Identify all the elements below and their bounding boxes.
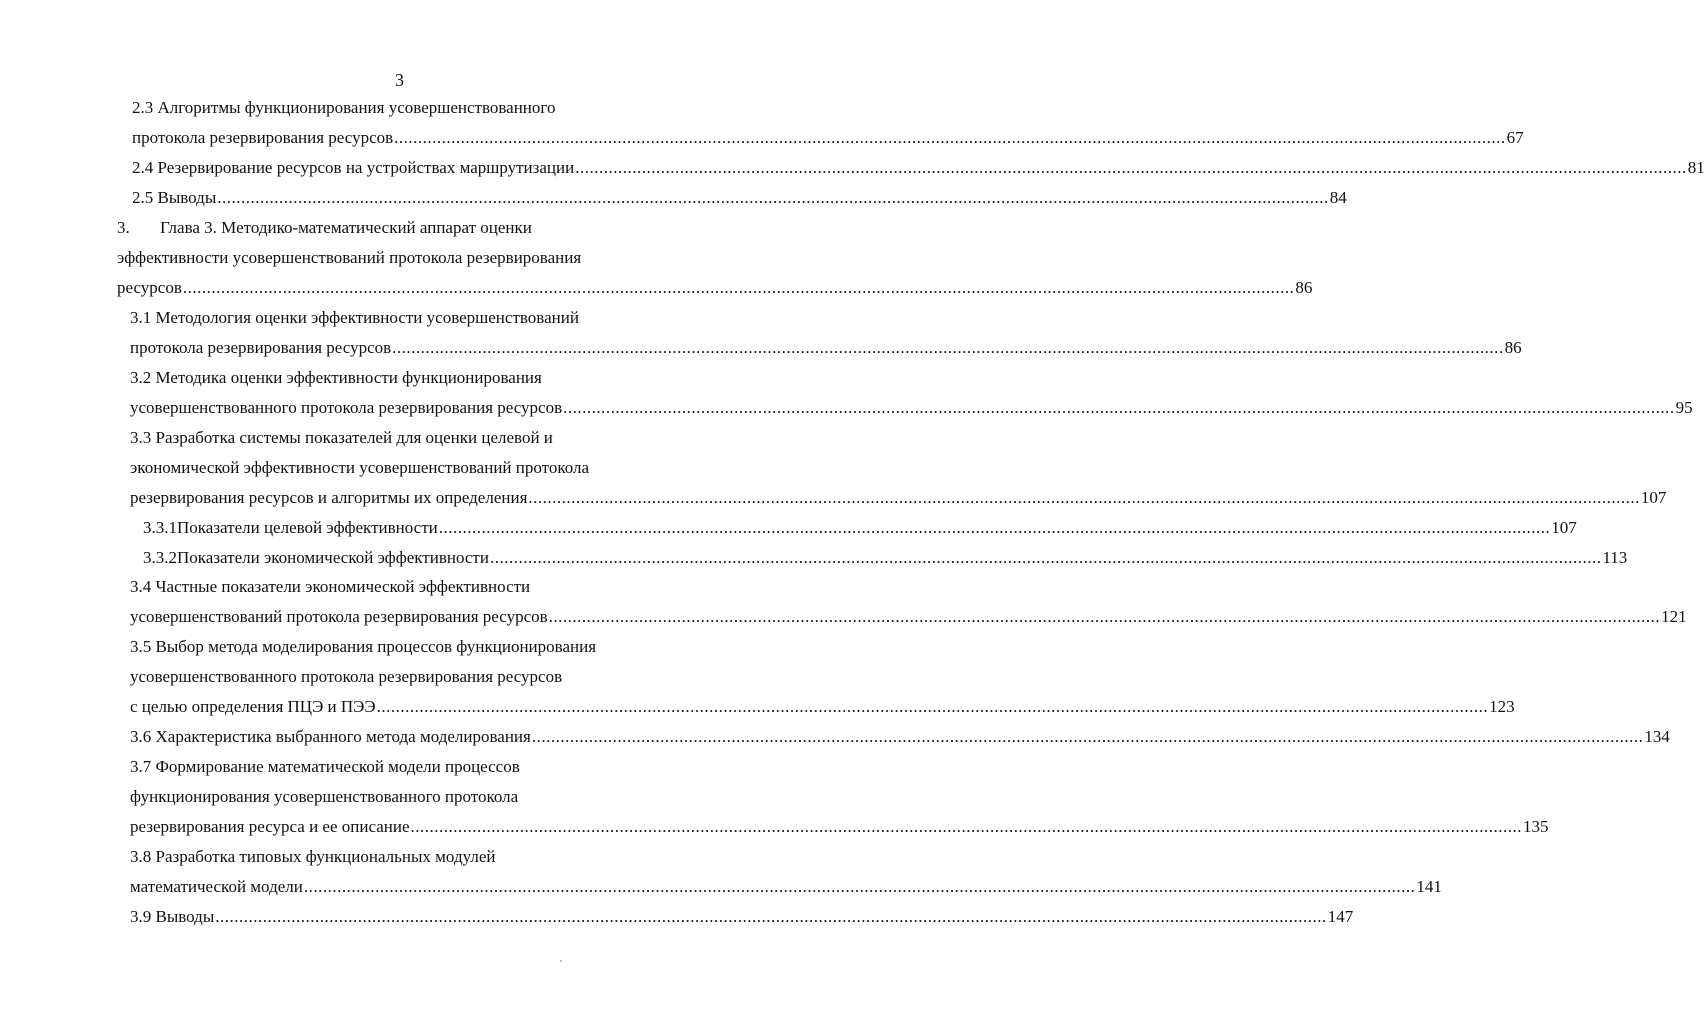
toc-subsection-number: 3.3.2: [143, 548, 177, 567]
toc-page-number: 134: [1644, 727, 1670, 746]
dot-leader: ..........................................................................................................................................................................................................................................: [394, 128, 1506, 147]
toc-entry-3-3-2: [143, 546, 1628, 570]
toc-entry-text: 2.5 Выводы: [132, 188, 217, 207]
toc-entry-3-7-line-1: 3.7 Формирование математической модели процессов: [130, 757, 520, 776]
toc-entry-3-6: [130, 725, 1670, 749]
toc-entry-3-5-line-1: 3.5 Выбор метода моделирования процессов функционирования: [130, 637, 597, 656]
toc-page-number: 67: [1506, 128, 1524, 147]
toc-entry-text: 3.9 Выводы: [130, 907, 215, 926]
toc-entry-3-9: [130, 905, 1354, 929]
toc-entry-text: усовершенствований протокола резервирования ресурсов: [130, 607, 548, 626]
toc-chapter-3: [117, 276, 1313, 300]
toc-page-number: 113: [1602, 548, 1628, 567]
toc-entry-3-8-line-1: 3.8 Разработка типовых функциональных модулей: [130, 847, 496, 866]
dot-leader: ..........................................................................................................................................................................................................................................: [410, 817, 1523, 836]
dot-leader: ..........................................................................................................................................................................................................................................: [217, 188, 1329, 207]
toc-entry-3-1-line-1: 3.1 Методология оценки эффективности усовершенствований: [130, 308, 579, 327]
toc-entry-2-3-line-1: 2.3 Алгоритмы функционирования усовершенствованного: [132, 98, 556, 117]
page-number: 3: [395, 70, 404, 90]
dot-leader: ..........................................................................................................................................................................................................................................: [376, 697, 1489, 716]
toc-entry-text: 2.4 Резервирование ресурсов на устройствах маршрутизации: [132, 158, 575, 177]
toc-page-number: 135: [1523, 817, 1549, 836]
toc-entry-text: 3.6 Характеристика выбранного метода моделирования: [130, 727, 531, 746]
dot-leader: ..........................................................................................................................................................................................................................................: [489, 548, 1602, 567]
toc-page-number: 123: [1489, 697, 1515, 716]
toc-page-number: 121: [1661, 607, 1687, 626]
toc-entry-text: усовершенствованного протокола резервирования ресурсов: [130, 398, 563, 417]
dot-leader: ..........................................................................................................................................................................................................................................: [548, 607, 1661, 626]
toc-page-number: 86: [1504, 338, 1522, 357]
toc-page-number: 84: [1329, 188, 1347, 207]
toc-entry-2-5: [132, 186, 1347, 210]
toc-page-number: 107: [1640, 488, 1667, 507]
dot-leader: ..........................................................................................................................................................................................................................................: [215, 907, 1327, 926]
toc-entry-text: ресурсов: [117, 278, 182, 297]
toc-entry-text: резервирования ресурса и ее описание: [130, 817, 410, 836]
dot-leader: ..........................................................................................................................................................................................................................................: [531, 727, 1644, 746]
dot-leader: ..........................................................................................................................................................................................................................................: [563, 398, 1675, 417]
toc-entry-text: математической модели: [130, 877, 303, 896]
toc-entry-text: протокола резервирования ресурсов: [130, 338, 392, 357]
toc-entry-3-1: [130, 336, 1522, 360]
toc-entry-2-4: [132, 156, 1705, 180]
dot-leader: ..........................................................................................................................................................................................................................................: [575, 158, 1687, 177]
toc-page-number: 147: [1327, 907, 1354, 926]
toc-chapter-3-line-1: [117, 216, 532, 240]
toc-entry-3-2-line-1: 3.2 Методика оценки эффективности функционирования: [130, 368, 542, 387]
toc-page-number: 95: [1675, 398, 1693, 417]
toc-entry-3-3-1: [143, 516, 1577, 540]
toc-entry-3-3-line-1: 3.3 Разработка системы показателей для оценки целевой и: [130, 428, 553, 447]
toc-entry-3-2: [130, 396, 1693, 420]
toc-entry-2-3: [132, 126, 1524, 150]
toc-chapter-number: 3.: [117, 218, 130, 237]
toc-entry-text: протокола резервирования ресурсов: [132, 128, 394, 147]
toc-entry-text: резервирования ресурсов и алгоритмы их определения: [130, 488, 528, 507]
toc-entry-3-5-line-2: усовершенствованного протокола резервирования ресурсов: [130, 667, 563, 686]
toc-entry-3-8: [130, 875, 1442, 899]
toc-subsection-number: 3.3.1: [143, 518, 177, 537]
toc-entry-text: Глава 3. Методико-математический аппарат оценки: [160, 218, 532, 237]
toc-entry-3-5: [130, 695, 1515, 719]
toc-entry-3-3: [130, 486, 1667, 510]
toc-entry-text: с целью определения ПЦЭ и ПЭЭ: [130, 697, 376, 716]
toc-entry-3-7-line-2: функционирования усовершенствованного протокола: [130, 787, 519, 806]
dot-leader: ..........................................................................................................................................................................................................................................: [392, 338, 1504, 357]
toc-entry-3-4: [130, 605, 1687, 629]
scan-speck: [560, 960, 562, 962]
dot-leader: ..........................................................................................................................................................................................................................................: [303, 877, 1416, 896]
toc-page-number: 81: [1687, 158, 1705, 177]
toc-entry-3-3-line-2: экономической эффективности усовершенствований протокола: [130, 458, 590, 477]
toc-entry-3-4-line-1: 3.4 Частные показатели экономической эффективности: [130, 577, 531, 596]
toc-entry-3-7: [130, 815, 1549, 839]
toc-page-number: 141: [1416, 877, 1442, 896]
toc-page-number: 86: [1295, 278, 1313, 297]
toc-page-number: 107: [1551, 518, 1577, 537]
dot-leader: ..........................................................................................................................................................................................................................................: [182, 278, 1295, 297]
dot-leader: ..........................................................................................................................................................................................................................................: [528, 488, 1640, 507]
toc-chapter-3-line-2: эффективности усовершенствований протокола резервирования: [117, 248, 582, 267]
toc-entry-text: Показатели экономической эффективности: [177, 548, 489, 567]
toc-entry-text: Показатели целевой эффективности: [177, 518, 438, 537]
dot-leader: ..........................................................................................................................................................................................................................................: [438, 518, 1551, 537]
